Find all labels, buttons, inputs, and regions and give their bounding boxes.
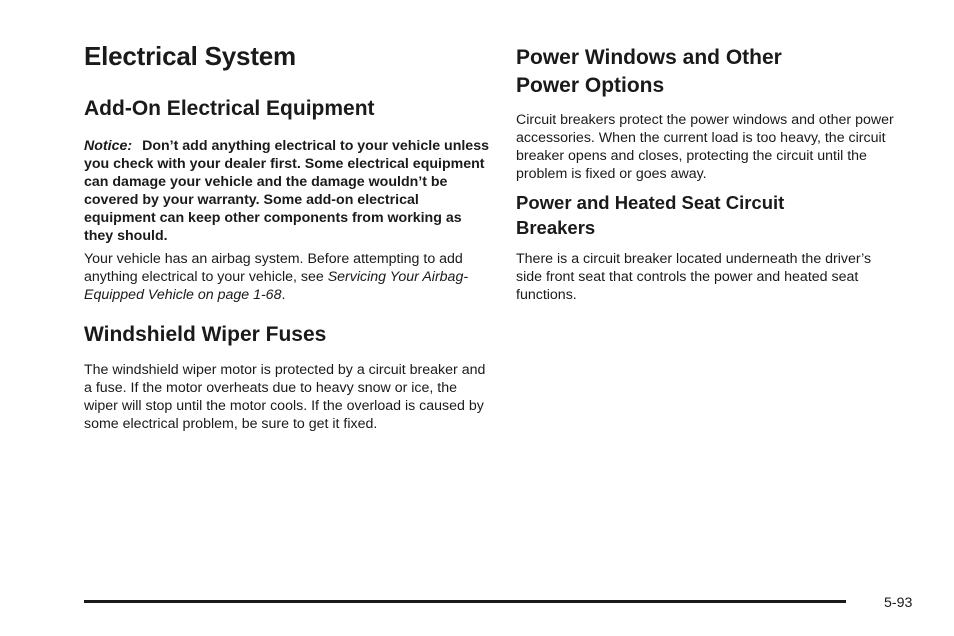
- footer-rule: [84, 600, 846, 603]
- power-windows-heading-line2: Power Options: [516, 74, 665, 97]
- airbag-text: Your vehicle has an airbag system. Before attempting to add anything electrical to your vehicle, see: [84, 251, 463, 285]
- power-windows-heading: [516, 44, 782, 100]
- airbag-reference-link[interactable]: Servicing Your Airbag-Equipped Vehicle on page 1-68: [84, 269, 469, 303]
- wiper-paragraph: The windshield wiper motor is protected by a circuit breaker and a fuse. If the motor overheats due to heavy snow or ice, the wiper will stop until the motor cools. If the overload is caused by some electrical problem, be sure to get it fixed.: [84, 362, 486, 432]
- heated-seat-heading-line2: Breakers: [516, 217, 596, 238]
- notice-paragraph: [84, 137, 489, 245]
- notice-label: Notice:: [84, 138, 133, 154]
- page-title: Electrical System: [84, 41, 296, 71]
- power-windows-heading-line1: Power Windows and Other: [516, 46, 782, 69]
- addon-heading: Add-On Electrical Equipment: [84, 97, 375, 120]
- page-number: 5-93: [884, 595, 913, 611]
- airbag-paragraph: [84, 250, 489, 304]
- wiper-heading: Windshield Wiper Fuses: [84, 323, 327, 346]
- heated-seat-heading-line1: Power and Heated Seat Circuit: [516, 192, 785, 213]
- power-windows-paragraph: Circuit breakers protect the power windows and other power accessories. When the current load is too heavy, the circuit breaker opens and closes, protecting the circuit until the problem is fixed or goes away.: [516, 112, 894, 182]
- notice-text: Don’t add anything electrical to your vehicle unless you check with your dealer first. Some electrical equipment can damage your vehicle and the damage wouldn’t be covered by your warranty. Some add-on electrical equipment can keep other components from working as they should.: [84, 138, 489, 244]
- heated-seat-paragraph: There is a circuit breaker located underneath the driver’s side front seat that controls the power and heated seat functions.: [516, 251, 872, 303]
- heated-seat-heading: [516, 190, 784, 240]
- airbag-text-end: .: [281, 287, 286, 303]
